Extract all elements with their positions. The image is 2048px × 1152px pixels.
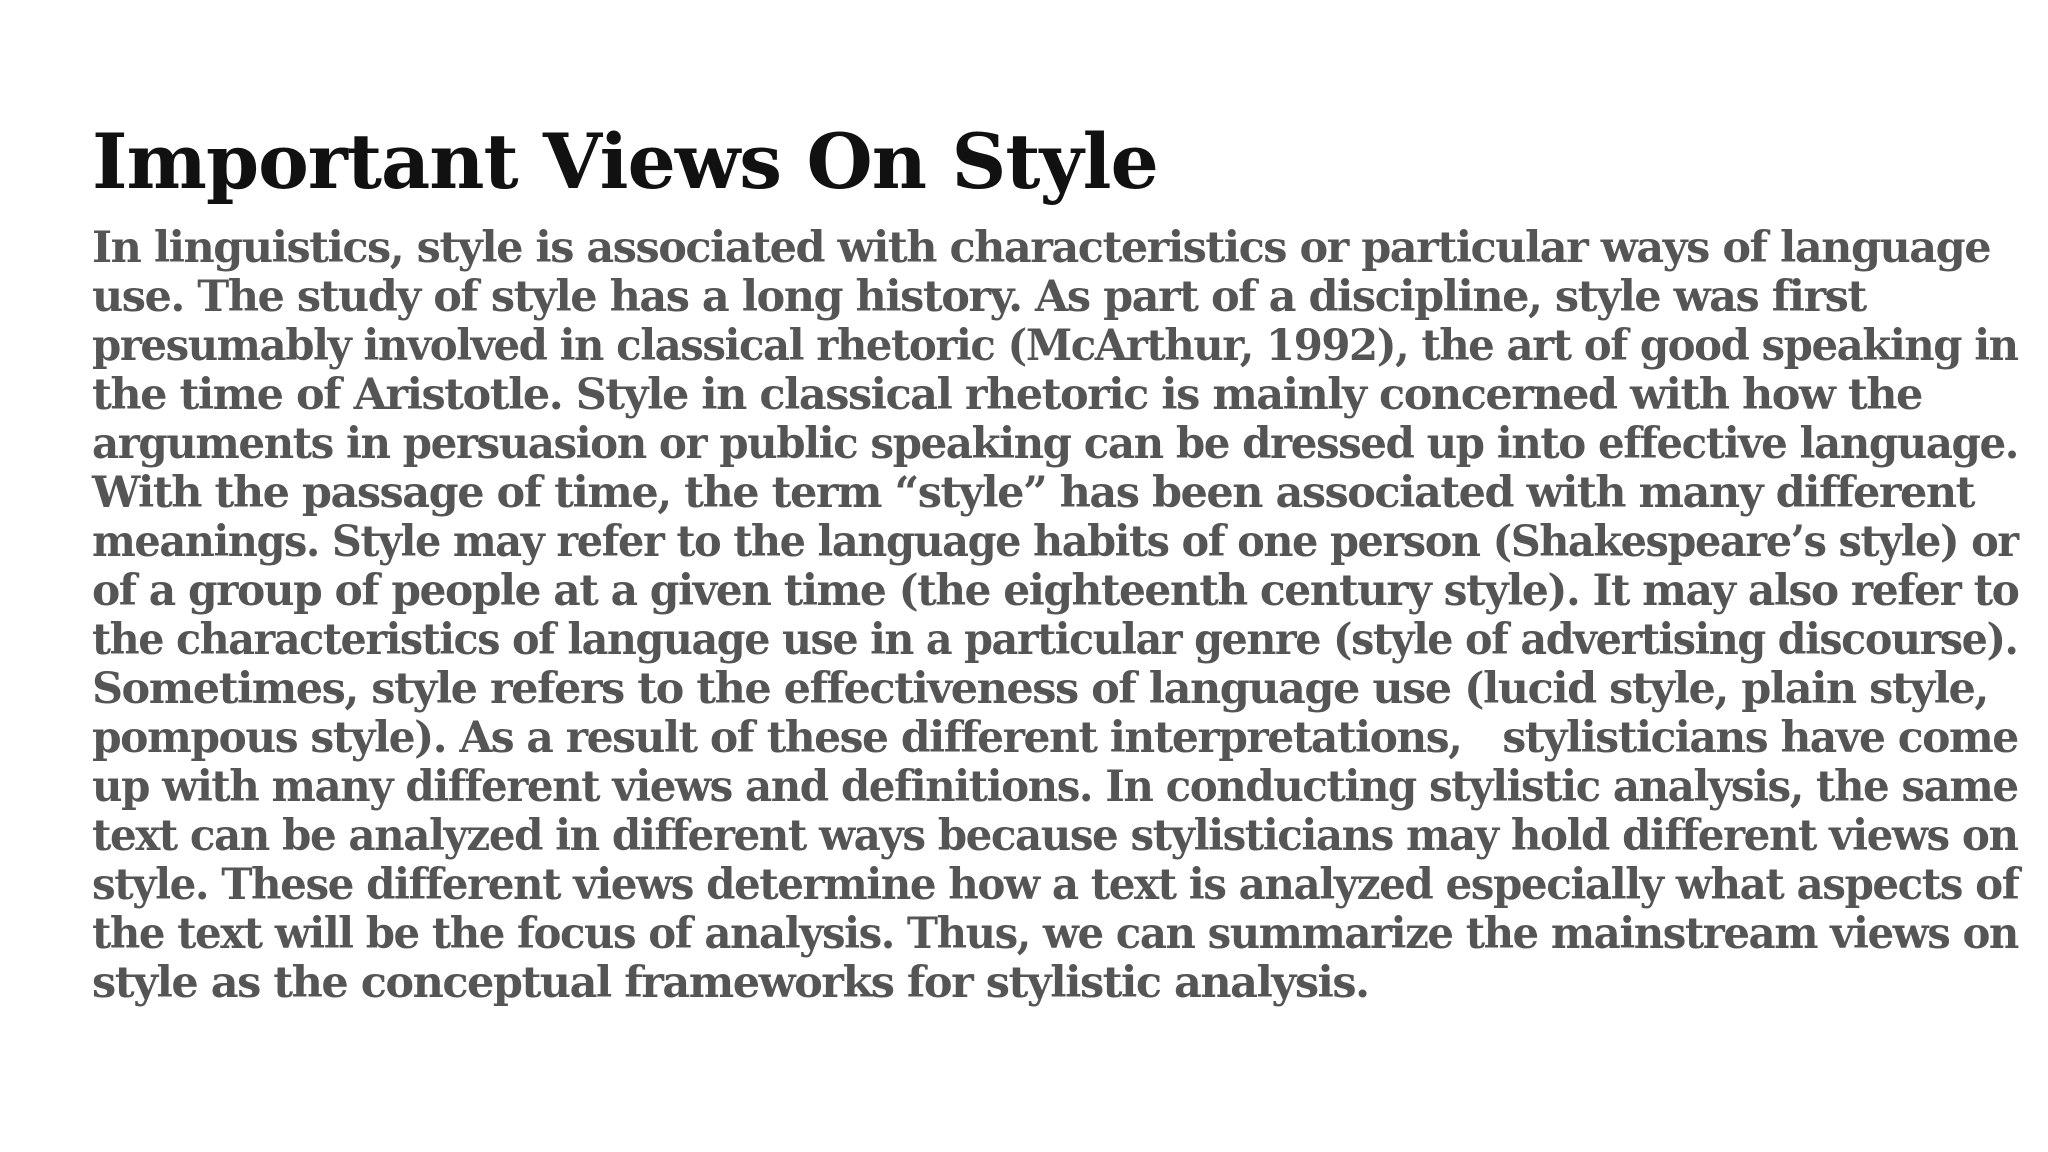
slide-title: Important Views On Style — [92, 117, 1158, 206]
body-line-8: of a group of people at a given time (the eighteenth century style). It may also refer to — [92, 566, 2019, 616]
body-line-11: pompous style). As a result of these different interpretations, stylisticians have come — [92, 713, 2018, 763]
body-line-7: meanings. Style may refer to the language habits of one person (Shakespeare’s style) or — [92, 517, 2018, 567]
body-line-9: the characteristics of language use in a particular genre (style of advertising discourse). — [92, 615, 2018, 665]
slide-body — [92, 223, 2019, 1008]
body-line-12: up with many different views and definitions. In conducting stylistic analysis, the same — [92, 762, 2018, 812]
body-line-4: the time of Aristotle. Style in classical rhetoric is mainly concerned with how the — [92, 370, 1922, 420]
body-line-10: Sometimes, style refers to the effectiveness of language use (lucid style, plain style, — [92, 664, 1988, 714]
body-line-3: presumably involved in classical rhetoric (McArthur, 1992), the art of good speaking in — [92, 321, 2018, 371]
body-line-5: arguments in persuasion or public speaking can be dressed up into effective language. — [92, 419, 2018, 469]
body-line-16: style as the conceptual frameworks for stylistic analysis. — [92, 958, 1369, 1008]
body-line-14: style. These different views determine how a text is analyzed especially what aspects of — [92, 860, 2019, 910]
body-line-1: In linguistics, style is associated with characteristics or particular ways of language — [92, 223, 1991, 273]
body-line-13: text can be analyzed in different ways because stylisticians may hold different views on — [92, 811, 2018, 861]
body-line-2: use. The study of style has a long history. As part of a discipline, style was first — [92, 272, 1866, 322]
body-line-15: the text will be the focus of analysis. Thus, we can summarize the mainstream views on — [92, 909, 2018, 959]
body-line-6: With the passage of time, the term “style” has been associated with many different — [92, 468, 1974, 518]
